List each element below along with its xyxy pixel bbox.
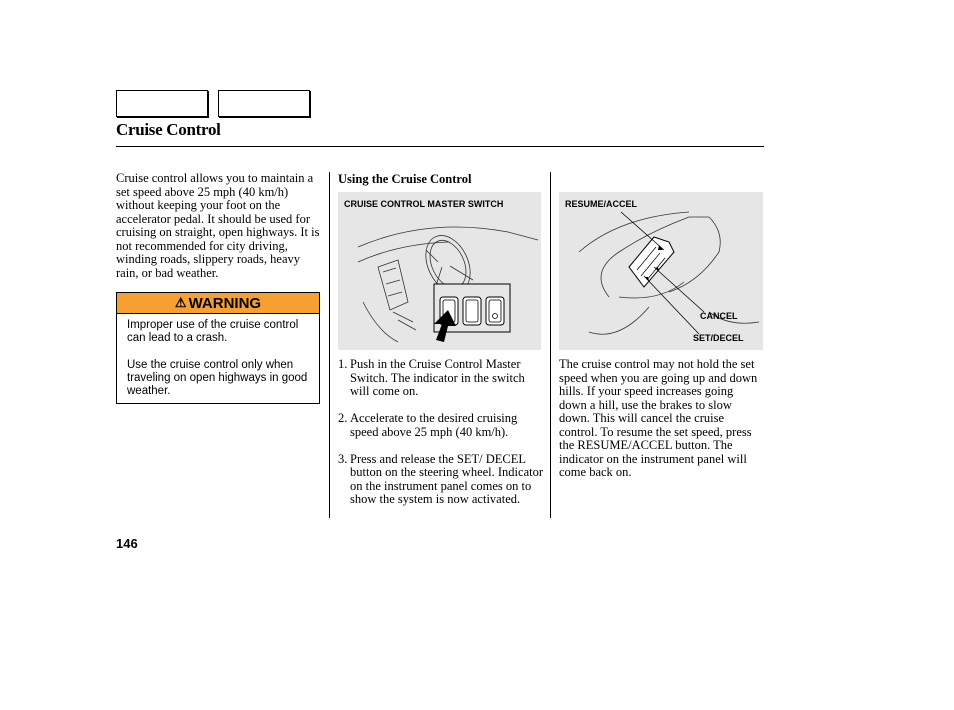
warning-heading: WARNING — [188, 294, 262, 312]
warning-triangle-icon: ⚠ — [174, 295, 187, 310]
section-heading: Using the Cruise Control — [338, 172, 472, 186]
dashboard-illustration-icon — [338, 192, 541, 350]
column-divider — [329, 172, 330, 518]
note-text: The cruise control may not hold the set speed when you are going up and down hills. If your speed increases going down a hill, use the brakes to slow down. This will cancel the cruise control. To resume the set speed, press the RESUME/ACCEL button. The indicator on the instrument panel will come back on. — [559, 357, 758, 479]
step-text: Accelerate to the desired cruising speed above 25 mph (40 km/h). — [350, 411, 518, 439]
page-title: Cruise Control — [116, 120, 221, 139]
figure-label-resume: RESUME/ACCEL — [565, 199, 638, 209]
warning-body — [117, 314, 319, 417]
master-switch-figure — [338, 192, 541, 350]
steps-list — [338, 358, 544, 520]
warning-message: Improper use of the cruise control can lead to a crash. — [127, 319, 299, 344]
page-number: 146 — [116, 536, 138, 551]
steering-buttons-figure — [559, 192, 763, 350]
list-item — [338, 358, 544, 399]
steering-wheel-buttons-icon — [559, 192, 763, 350]
step-number: 1. — [338, 357, 348, 371]
step-text: Press and release the SET/ DECEL button on the steering wheel. Indicator on the instrument panel comes on to show the system is now activated. — [350, 451, 543, 506]
figure-label-master-switch: CRUISE CONTROL MASTER SWITCH — [344, 199, 504, 209]
figure-label-cancel: CANCEL — [700, 311, 738, 321]
step-text: Push in the Cruise Control Master Switch. The indicator in the switch will come on. — [350, 357, 525, 398]
warning-message: Use the cruise control only when traveling on open highways in good weather. — [127, 359, 308, 397]
intro-text: Cruise control allows you to maintain a set speed above 25 mph (40 km/h) without keeping your foot on the accelerator pedal. It should be used for cruising on straight, open highways. It is not recommended for city driving, winding roads, slippery roads, heavy rain, or bad weather. — [116, 171, 320, 280]
figure-label-set: SET/DECEL — [693, 333, 744, 343]
step-number: 2. — [338, 411, 348, 425]
column-divider — [550, 172, 551, 518]
warning-header — [117, 293, 319, 314]
list-item — [338, 412, 544, 439]
title-rule — [116, 146, 764, 147]
step-number: 3. — [338, 451, 348, 466]
nav-box-index[interactable] — [218, 90, 310, 117]
nav-box-contents[interactable] — [116, 90, 208, 117]
list-item — [338, 453, 544, 507]
warning-box — [116, 292, 320, 404]
